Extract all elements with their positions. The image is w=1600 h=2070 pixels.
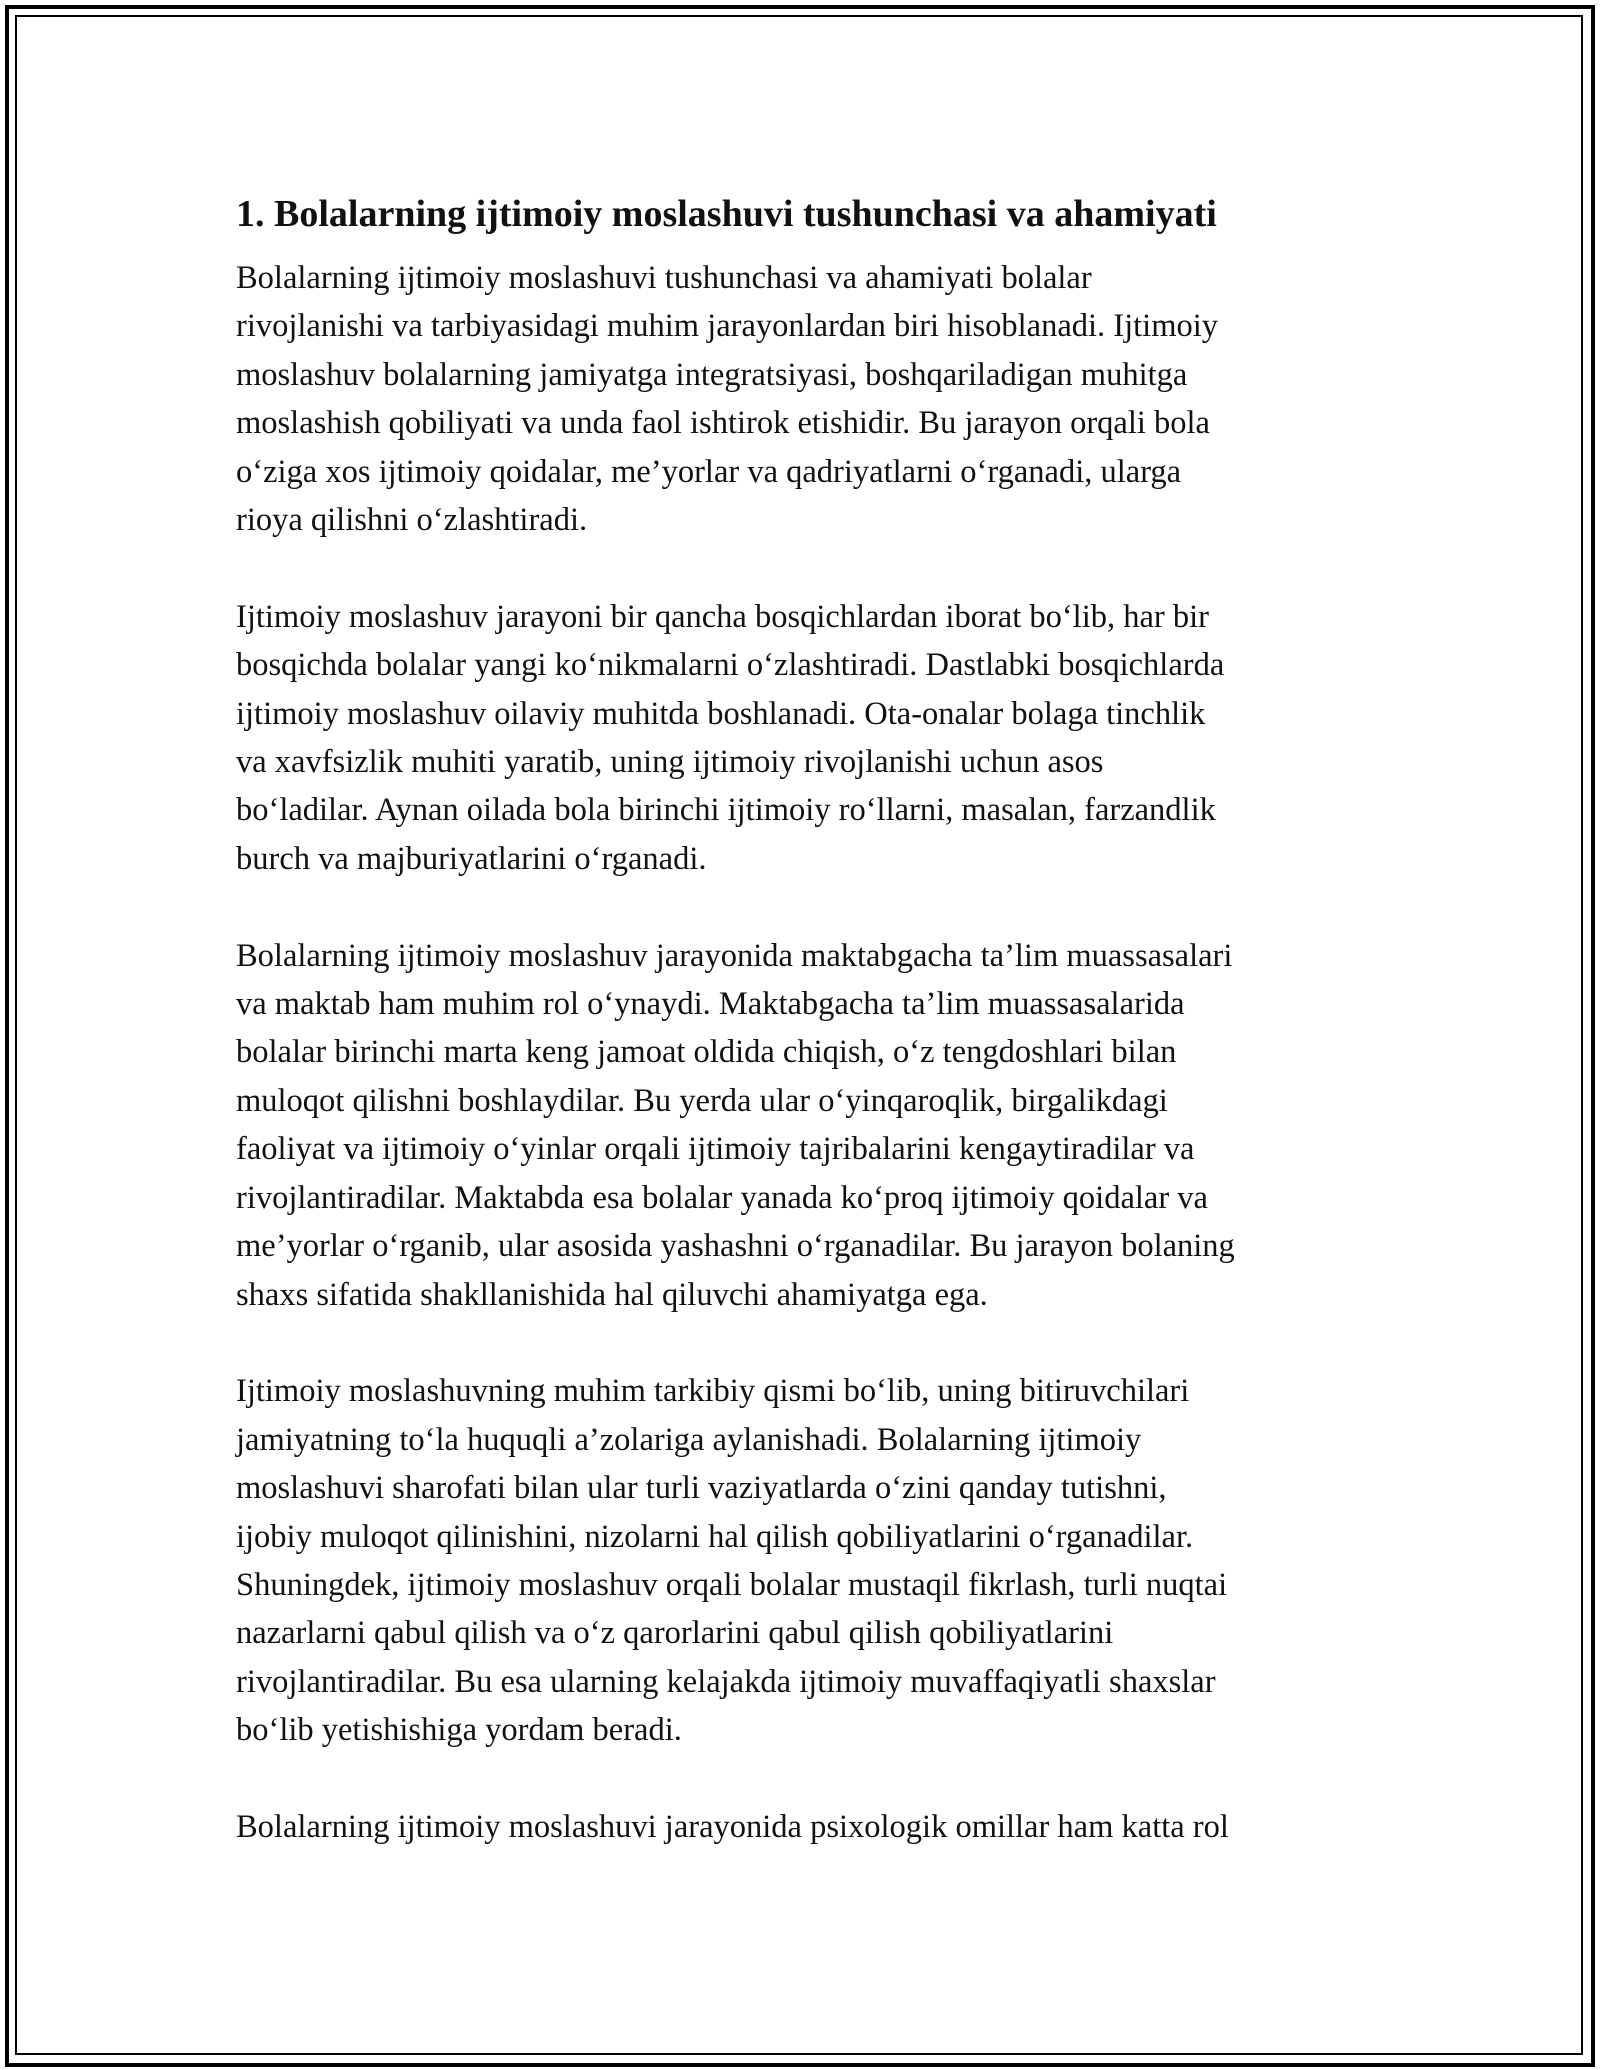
paragraph-1: Bolalarning ijtimoiy moslashuvi tushunchasi va ahamiyati bolalar rivojlanishi va tarbiyasidagi muhim jarayonlardan biri hisoblanadi. Ijtimoiy moslashuv bolalarning jamiyatga integratsiyasi, boshqariladigan muhitga moslashish qobiliyati va unda faol ishtirok etishidir. Bu jarayon orqali bola o‘ziga xos ijtimoiy qoidalar, me’yorlar va qadriyatlarni o‘rganadi, ularga rioya qilishni o‘zlashtiradi. [236,260,1219,539]
paragraph-3: Bolalarning ijtimoiy moslashuv jarayonida maktabgacha ta’lim muassasalari va maktab ham muhim rol o‘ynaydi. Maktabgacha ta’lim muassasalarida bolalar birinchi marta keng jamoat oldida chiqish, o‘z tengdoshlari bilan muloqot qilishni boshlaydilar. Bu yerda ular o‘yinqaroqlik, birgalikdagi faoliyat va ijtimoiy o‘yinlar orqali ijtimoiy tajribalarini kengaytiradilar va rivojlantiradilar. Maktabda esa bolalar yanada ko‘proq ijtimoiy qoidalar va me’yorlar o‘rganib, ular asosida yashashni o‘rganadilar. Bu jarayon bolaning shaxs sifatida shakllanishida hal qiluvchi ahamiyatga ega. [236,937,1235,1313]
document-body [236,188,1376,1900]
section-heading: 1. Bolalarning ijtimoiy moslashuvi tushunchasi va ahamiyati [236,193,1217,235]
paragraph-4: Ijtimoiy moslashuvning muhim tarkibiy qismi bo‘lib, uning bitiruvchilari jamiyatning to‘la huquqli a’zolariga aylanishadi. Bolalarning ijtimoiy moslashuvi sharofati bilan ular turli vaziyatlarda o‘zini qanday tutishni, ijobiy muloqot qilinishini, nizolarni hal qilish qobiliyatlarini o‘rganadilar. Shuningdek, ijtimoiy moslashuv orqali bolalar mustaqil fikrlash, turli nuqtai nazarlarni qabul qilish va o‘z qarorlarini qabul qilish qobiliyatlarini rivojlantiradilar. Bu esa ularning kelajakda ijtimoiy muvaffaqiyatli shaxslar bo‘lib yetishishiga yordam beradi. [236,1373,1228,1749]
paragraph-5: Bolalarning ijtimoiy moslashuvi jarayonida psixologik omillar ham katta rol [236,1808,1229,1845]
paragraph-2: Ijtimoiy moslashuv jarayoni bir qancha bosqichlardan iborat bo‘lib, har bir bosqichda bolalar yangi ko‘nikmalarni o‘zlashtiradi. Dastlabki bosqichlarda ijtimoiy moslashuv oilaviy muhitda boshlanadi. Ota-onalar bolaga tinchlik va xavfsizlik muhiti yaratib, uning ijtimoiy rivojlanishi uchun asos bo‘ladilar. Aynan oilada bola birinchi ijtimoiy ro‘llarni, masalan, farzandlik burch va majburiyatlarini o‘rganadi. [236,598,1225,877]
